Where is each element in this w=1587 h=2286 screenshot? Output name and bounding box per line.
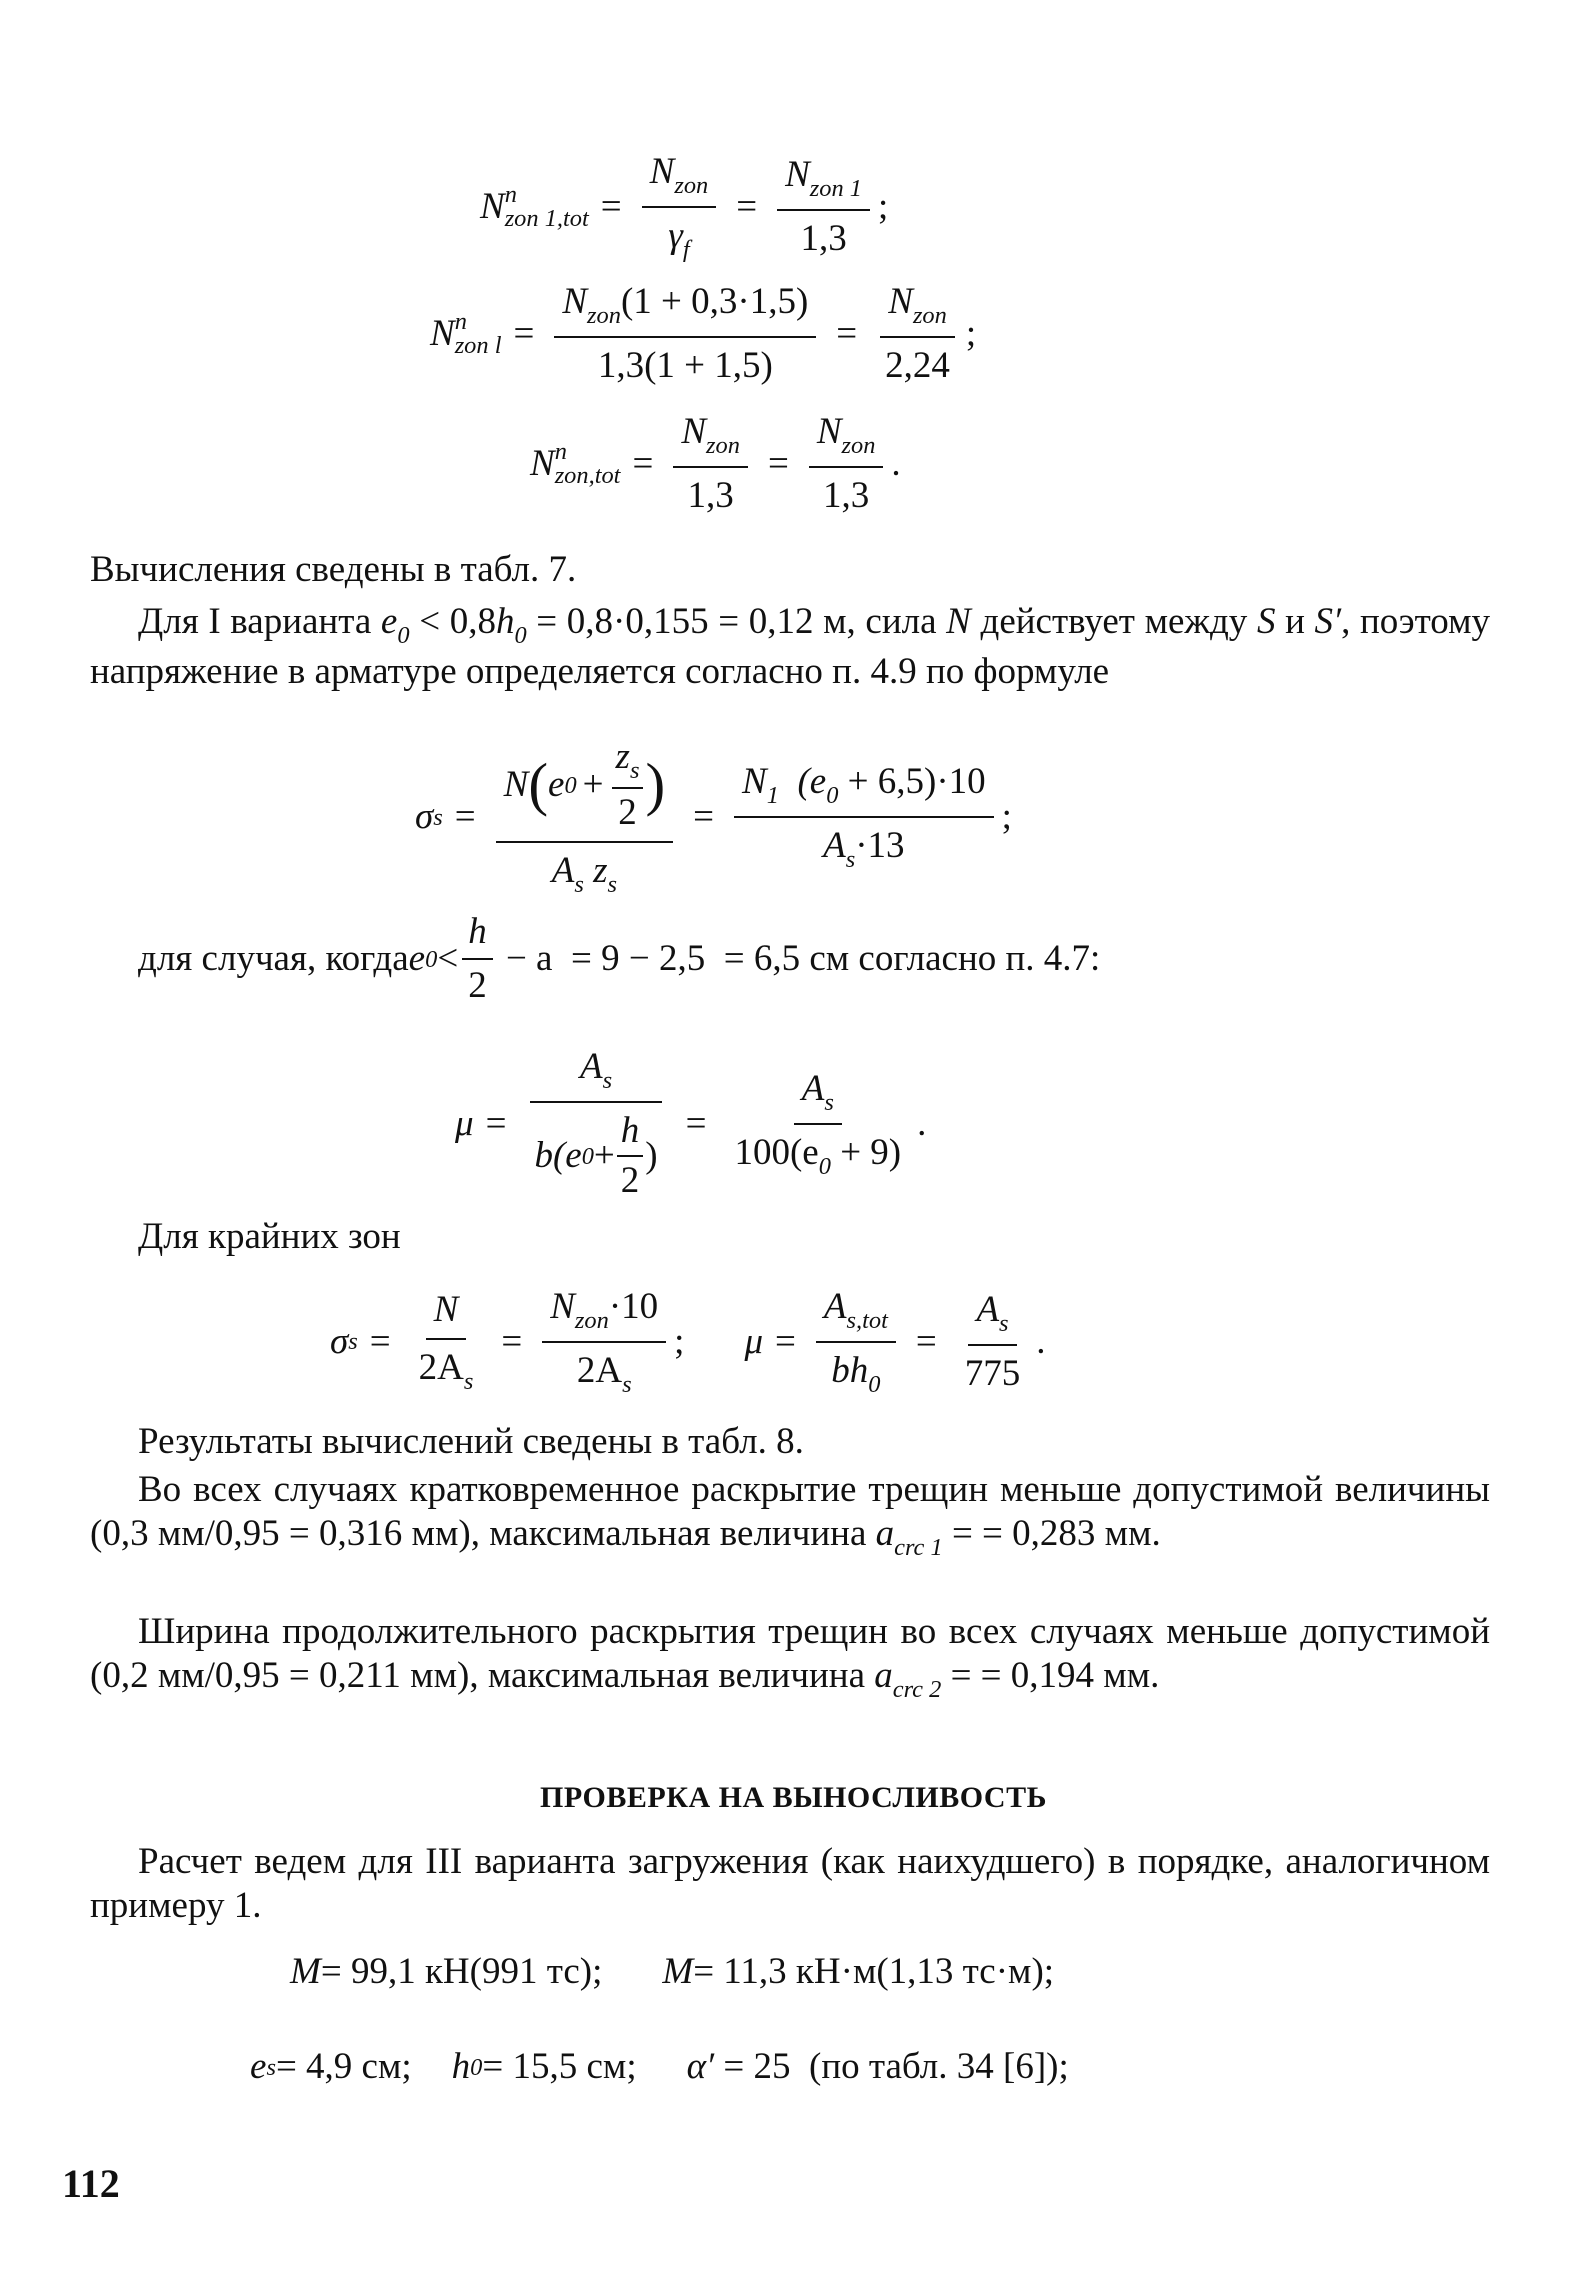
formula-part: A <box>579 1046 603 1087</box>
formula-part <box>617 1109 644 1204</box>
formula-part: s <box>602 1066 613 1094</box>
formula-part: M <box>290 1951 321 1992</box>
formula-part: s,tot <box>846 1306 888 1334</box>
formula-part <box>554 437 621 490</box>
formula-part: − a = 9 − 2,5 = 6,5 см согласно п. 4.7: <box>496 938 1101 980</box>
formula-part <box>777 153 870 211</box>
formula-part: 0 <box>581 1142 594 1170</box>
formula-part: < <box>437 938 459 980</box>
formula-part: s <box>629 756 640 784</box>
formula-part: = <box>685 1103 707 1145</box>
fraction <box>809 410 884 518</box>
formula-part: A <box>801 1068 825 1110</box>
formula-part: ·13 <box>855 825 905 867</box>
formula-part: Для I варианта <box>138 601 381 642</box>
formula-part: bh <box>831 1350 869 1392</box>
formula-part: 0 <box>425 945 438 973</box>
formula-part: N <box>742 761 767 803</box>
formula-part: N <box>816 411 842 452</box>
formula-part: n <box>554 437 567 465</box>
formula-part <box>612 735 644 835</box>
formula-part: = <box>736 185 758 227</box>
formula-part: ; <box>965 313 977 355</box>
formula-part: n <box>454 307 467 335</box>
formula-part: 1,3 <box>822 475 870 517</box>
formula-part: 1,3 <box>800 217 847 259</box>
formula-part: = <box>767 443 789 485</box>
formula-part: N <box>681 411 707 452</box>
formula-part: 0 <box>514 621 527 649</box>
formula-part <box>454 307 502 360</box>
formula-part: = <box>693 796 715 838</box>
formula-part: ( <box>528 751 549 818</box>
formula-part: 0 <box>826 781 839 809</box>
formula-part <box>569 1343 640 1399</box>
formula-part: ; <box>1001 796 1012 838</box>
formula-part: S′ <box>1314 601 1342 642</box>
formula-part <box>526 1103 665 1204</box>
formula-part: = 0,8·0,155 = 0,12 м, сила <box>526 601 947 642</box>
formula-part: 100(e <box>734 1132 819 1174</box>
formula-n-zon-l <box>430 280 976 388</box>
formula-part <box>823 1343 888 1399</box>
formula-part: s <box>622 1370 632 1398</box>
formula-part: σ <box>330 1320 349 1362</box>
formula-sigma-s <box>415 735 1012 900</box>
formula-part: 2A <box>576 1350 623 1392</box>
formula-part: N <box>550 1286 575 1327</box>
formula-part <box>530 1045 662 1103</box>
formula-part: zon 1 <box>809 174 863 202</box>
case-line <box>138 910 1100 1009</box>
formula-part: 0 <box>470 2053 483 2081</box>
formula-part: = <box>485 1103 507 1145</box>
fraction <box>816 1285 896 1399</box>
formula-part <box>504 180 589 233</box>
formula-part: = = 0,283 мм. <box>942 1513 1161 1555</box>
formula-part: M <box>662 1951 694 1992</box>
formula-part <box>809 410 884 468</box>
formula-part: 2A <box>418 1347 464 1389</box>
formula-part: A <box>823 825 846 867</box>
formula-part: A <box>823 1286 847 1327</box>
formula-part: + 6,5)·10 <box>838 761 986 803</box>
formula-part: s <box>845 846 856 874</box>
formula-part: 2,24 <box>885 345 950 387</box>
formula-part: ; <box>878 185 889 227</box>
formula-part: γ <box>668 215 683 257</box>
formula-part: h <box>617 1109 644 1157</box>
formula-part: = 11,3 кН·м(1,13 тс·м); <box>693 1951 1055 1992</box>
formula-part <box>660 208 697 264</box>
formula-part <box>612 735 644 789</box>
formula-part <box>816 1285 896 1343</box>
formula-edge-zones <box>330 1285 1046 1399</box>
formula-part <box>673 410 748 468</box>
formula-part: N <box>503 764 529 806</box>
formula-part: (e <box>797 761 827 803</box>
formula-part: действует между <box>970 601 1257 642</box>
paragraph <box>90 1468 1490 1562</box>
section-heading: ПРОВЕРКА НА ВЫНОСЛИВОСТЬ <box>540 1781 1047 1814</box>
formula-part: = 15,5 см; <box>482 2046 637 2087</box>
formula-part: 0 <box>818 1153 831 1181</box>
formula-part: a <box>875 1513 895 1555</box>
formula-part: z <box>615 736 630 777</box>
formula-part: и <box>1275 601 1315 642</box>
formula-part: = 99,1 кН(991 тс); <box>320 1951 603 1992</box>
formula-part: = = 0,194 мм. <box>941 1655 1160 1697</box>
formula-part: N <box>426 1288 467 1340</box>
formula-part: zon <box>674 171 709 199</box>
formula-part: α′ <box>686 2046 715 2087</box>
formula-part: crc 1 <box>894 1534 943 1562</box>
formula-part: 2 <box>620 1160 640 1202</box>
formula-part: , поэтому напряжение в арматуре определяется согласно п. 4.9 по формуле <box>90 601 1491 693</box>
formula-part: s <box>824 1089 834 1117</box>
fraction <box>877 280 958 388</box>
formula-part: b(e <box>534 1135 582 1177</box>
formula-part <box>496 735 674 843</box>
formula-part: = <box>775 1320 796 1362</box>
fraction <box>642 150 717 264</box>
formula-part: 775 <box>964 1352 1021 1394</box>
fraction <box>726 1067 909 1181</box>
paragraph: Для крайних зон <box>138 1216 401 1257</box>
formula-part: = <box>369 1320 391 1362</box>
formula-part: s <box>999 1309 1009 1337</box>
paragraph <box>90 600 1490 694</box>
formula-part: s <box>433 803 443 831</box>
formula-part: < 0,8 <box>409 601 496 642</box>
formula-part: s <box>574 871 584 899</box>
formula-part: N <box>785 153 810 195</box>
formula-part: zon <box>574 1306 609 1334</box>
formula-subscript: zon 1,tot <box>504 205 589 233</box>
formula-part <box>462 910 493 1009</box>
formula-part: N <box>888 281 913 322</box>
formula-part <box>880 280 955 338</box>
formula-part: = <box>915 1320 937 1362</box>
formula-part: μ <box>455 1103 474 1145</box>
formula-part: ·10 <box>608 1286 659 1327</box>
formula-part: . <box>1036 1320 1046 1362</box>
formula-part: = 25 (по табл. 34 [6]); <box>714 2046 1069 2087</box>
formula-part: 1,3 <box>687 475 734 517</box>
formula-part: h <box>462 910 493 960</box>
formula-part: 0 <box>868 1370 881 1398</box>
formula-part: . <box>891 443 901 485</box>
formula-part <box>554 280 816 338</box>
formula-part: ; <box>674 1320 685 1362</box>
formula-part: 1 <box>766 781 779 809</box>
fraction <box>957 1288 1029 1396</box>
formula-part: 1,3(1 + 1,5) <box>597 345 773 387</box>
formula-part: s <box>348 1328 358 1356</box>
formula-part: 2 <box>468 965 487 1007</box>
formula-part: = 4,9 см; <box>275 2046 412 2087</box>
formula-part: N <box>562 281 588 322</box>
formula-part: = <box>454 796 476 838</box>
formula-part <box>544 843 625 899</box>
formula-n-zon1-tot <box>480 150 888 264</box>
formula-part: + 9) <box>830 1132 902 1174</box>
formula-part: N <box>649 151 675 192</box>
formula-part: для случая, когда <box>138 938 409 980</box>
fraction <box>734 760 994 874</box>
formula-part: e <box>250 2046 267 2087</box>
formula-part: N <box>430 313 455 355</box>
formula-part: (1 + 0,3·1,5) <box>620 281 809 322</box>
formula-part: f <box>682 235 690 263</box>
formula-part: = <box>836 313 858 355</box>
paragraph: Вычисления сведены в табл. 7. <box>90 549 577 590</box>
formula-part: z <box>593 850 608 892</box>
formula-part: 2 <box>618 792 637 834</box>
fraction <box>542 1285 666 1399</box>
formula-part: e <box>380 601 398 642</box>
paragraph: Расчет ведем для III варианта загружения (как наихудшего) в порядке, аналогичном примеру 1. <box>90 1841 1490 1927</box>
formula-part: N <box>530 443 555 485</box>
formula-part: zon,tot <box>554 462 621 490</box>
formula-part: Во всех случаях кратковременное раскрытие трещин меньше допустимой величины (0,3 мм/0,95 = 0,316 мм), максимальная величина <box>90 1469 1490 1555</box>
formula-part: . <box>917 1103 927 1145</box>
formula-part: = <box>501 1320 523 1362</box>
formula-part: + <box>582 764 604 806</box>
formula-part <box>815 818 912 874</box>
fraction <box>411 1288 482 1396</box>
formula-part: σ <box>415 796 434 838</box>
formula-superscript: n <box>504 180 517 208</box>
formula-part <box>726 1125 909 1181</box>
formula-part: crc 2 <box>892 1676 942 1704</box>
formula-params <box>250 2045 1069 2089</box>
formula-part: h <box>495 601 515 642</box>
formula-loads <box>290 1950 1054 1994</box>
formula-mu <box>455 1045 926 1204</box>
formula-part: h <box>451 2046 471 2087</box>
formula-part: zon <box>841 431 876 459</box>
formula-part: S <box>1256 601 1276 642</box>
formula-part: = <box>513 313 535 355</box>
formula-part: ) <box>645 1135 658 1177</box>
formula-part: = <box>632 443 654 485</box>
fraction <box>777 153 870 261</box>
formula-part: zon <box>587 301 621 329</box>
fraction <box>554 280 816 388</box>
formula-part: μ <box>744 1320 764 1362</box>
formula-part <box>968 1288 1016 1346</box>
formula-part: zon l <box>454 332 502 360</box>
formula-part: 0 <box>397 621 410 649</box>
formula-part: + <box>593 1135 615 1177</box>
paragraph <box>90 1610 1490 1704</box>
formula-symbol: N <box>480 185 505 227</box>
formula-part: A <box>976 1288 1000 1330</box>
formula-part: s <box>463 1367 474 1395</box>
formula-part: Ширина продолжительного раскрытия трещин во всех случаях меньше допустимой (0,2 мм/0,95 = 0,211 мм), максимальная величина <box>90 1611 1490 1697</box>
page-number: 112 <box>62 2161 120 2206</box>
paragraph: Результаты вычислений сведены в табл. 8. <box>138 1421 804 1462</box>
formula-part <box>642 150 717 208</box>
formula-part: 0 <box>564 771 577 799</box>
formula-part: a <box>874 1655 893 1697</box>
formula-part: zon <box>706 431 740 459</box>
formula-part: s <box>266 2053 276 2081</box>
formula-part <box>542 1285 666 1343</box>
formula-part: A <box>551 850 575 892</box>
fraction <box>526 1045 665 1204</box>
formula-part: s <box>607 871 618 899</box>
formula-n-zon-tot <box>530 410 901 518</box>
formula-part <box>411 1340 482 1396</box>
formula-part: e <box>548 764 565 806</box>
formula-part <box>734 760 994 818</box>
formula-part: N <box>946 601 971 642</box>
formula-part: zon <box>912 301 947 329</box>
fraction <box>496 735 674 900</box>
formula-part: ) <box>645 751 666 818</box>
formula-part: e <box>408 938 426 980</box>
formula-part <box>794 1067 842 1125</box>
fraction <box>673 410 748 518</box>
formula-part: = <box>600 185 622 227</box>
